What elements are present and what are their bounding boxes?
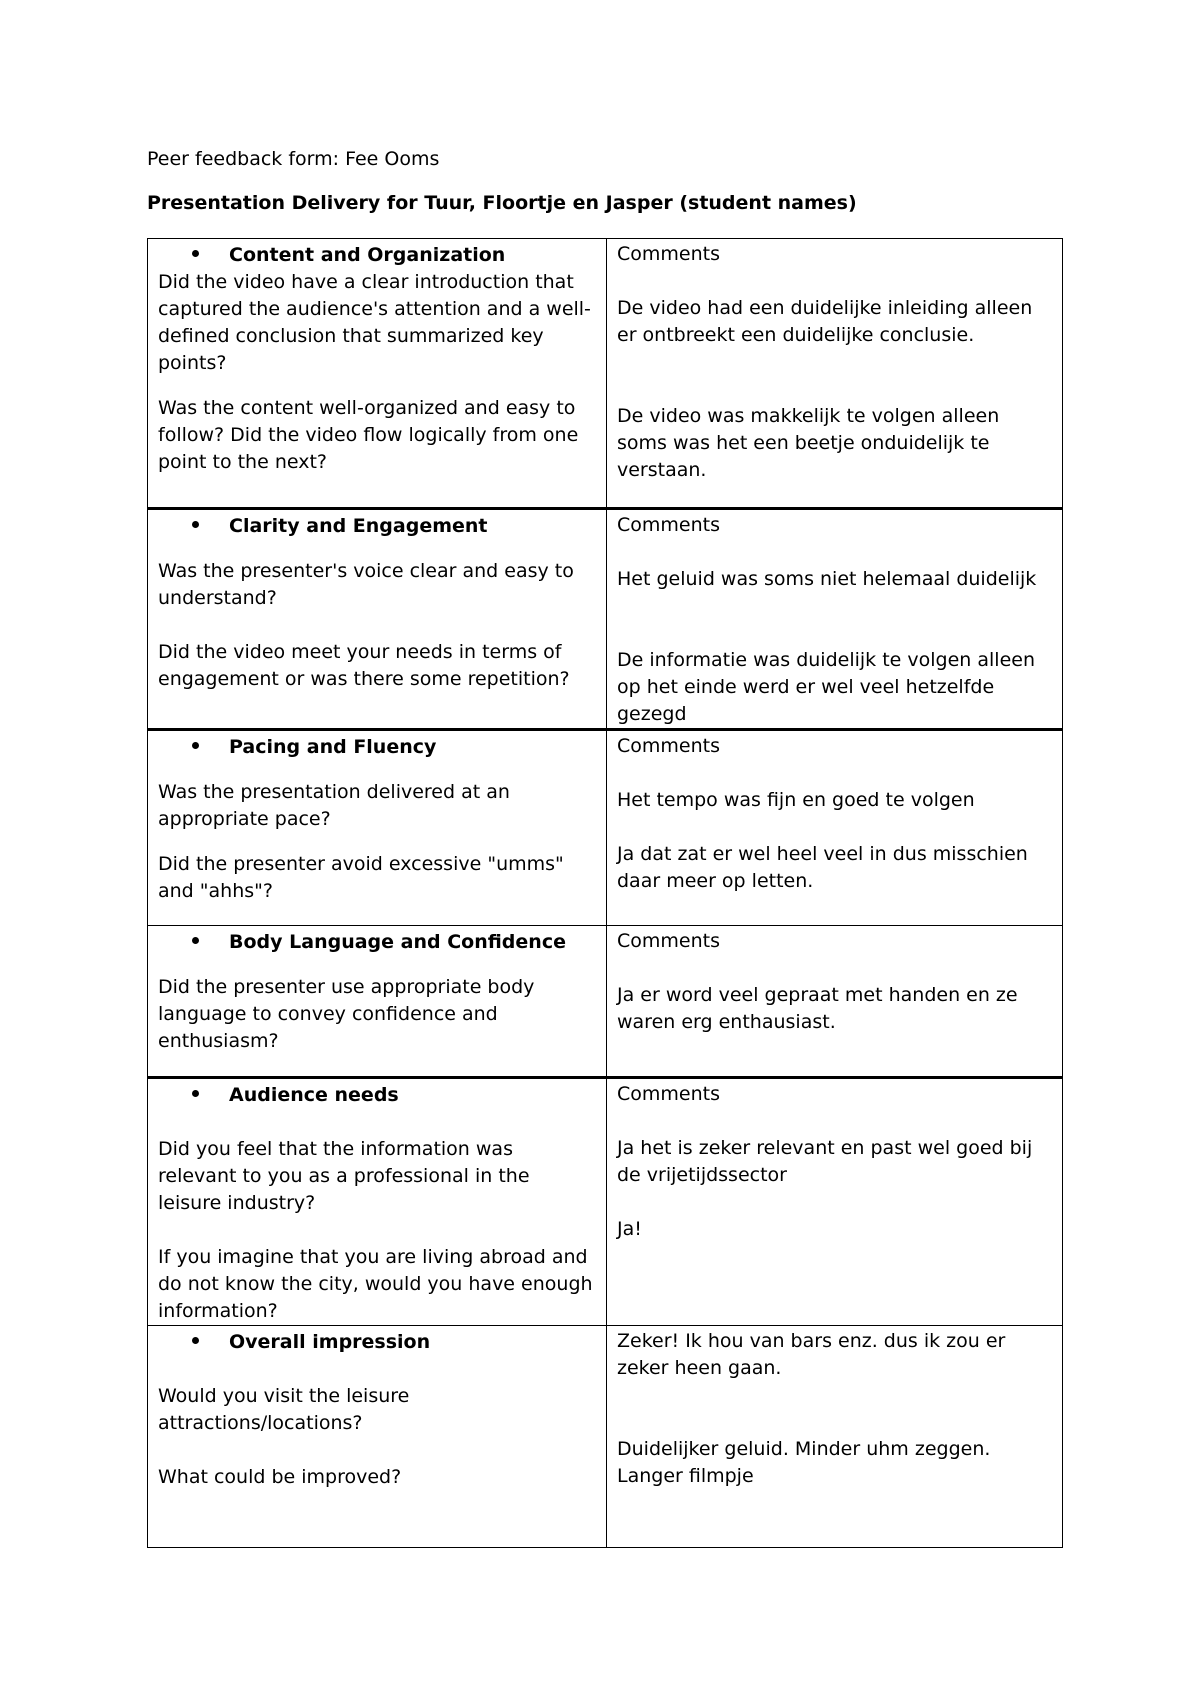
comment-text: Zeker! Ik hou van bars enz. dus ik zou er zeker heen gaan. bbox=[617, 1330, 1006, 1379]
bullet-icon bbox=[192, 521, 199, 528]
question-cell bbox=[148, 1078, 607, 1326]
question-text: Did the video have a clear introduction that captured the audience's attention and a well-defined conclusion that summarized key points? bbox=[158, 271, 591, 374]
comment-text: Ja er word veel gepraat met handen en ze waren erg enthausiast. bbox=[617, 984, 1018, 1033]
section-clarity-engagement bbox=[148, 509, 1063, 730]
question-text: If you imagine that you are living abroad and do not know the city, would you have enough information? bbox=[158, 1246, 593, 1322]
section-content-organization bbox=[148, 239, 1063, 509]
comments-cell bbox=[607, 1078, 1063, 1326]
bullet-icon bbox=[192, 1337, 199, 1344]
section-heading: Pacing and Fluency bbox=[229, 736, 437, 758]
comments-label: Comments bbox=[617, 1083, 720, 1105]
question-cell bbox=[148, 509, 607, 730]
question-cell bbox=[148, 239, 607, 509]
comment-text: Duidelijker geluid. Minder uhm zeggen. bbox=[617, 1438, 991, 1460]
section-heading: Content and Organization bbox=[229, 244, 506, 266]
section-heading: Body Language and Confidence bbox=[229, 931, 566, 953]
comment-text: Ja het is zeker relevant en past wel goed bij de vrijetijdssector bbox=[617, 1137, 1033, 1186]
comment-text: De informatie was duidelijk te volgen alleen op het einde werd er wel veel hetzelfde gezegd bbox=[617, 649, 1035, 725]
question-cell bbox=[148, 926, 607, 1078]
comments-label: Comments bbox=[617, 243, 720, 265]
comment-text: De video was makkelijk te volgen alleen soms was het een beetje onduidelijk te verstaan. bbox=[617, 405, 1000, 481]
bullet-icon bbox=[192, 1090, 199, 1097]
section-heading: Overall impression bbox=[229, 1331, 431, 1353]
question-text: Was the content well-organized and easy to follow? Did the video flow logically from one point to the next? bbox=[158, 397, 579, 473]
question-text: What could be improved? bbox=[158, 1466, 402, 1488]
comment-text: Ja! bbox=[617, 1218, 642, 1240]
section-heading: Audience needs bbox=[229, 1084, 399, 1106]
section-heading: Clarity and Engagement bbox=[229, 515, 488, 537]
question-cell bbox=[148, 730, 607, 926]
question-text: Was the presentation delivered at an appropriate pace? bbox=[158, 781, 510, 830]
comments-label: Comments bbox=[617, 930, 720, 952]
question-text: Did you feel that the information was relevant to you as a professional in the leisure industry? bbox=[158, 1138, 530, 1214]
question-text: Was the presenter's voice clear and easy to understand? bbox=[158, 560, 574, 609]
question-text: Would you visit the leisure attractions/locations? bbox=[158, 1385, 410, 1434]
question-text: Did the video meet your needs in terms of engagement or was there some repetition? bbox=[158, 641, 570, 690]
bullet-icon bbox=[192, 250, 199, 257]
section-body-language bbox=[148, 926, 1063, 1078]
feedback-table bbox=[147, 238, 1063, 1548]
question-text: Did the presenter use appropriate body language to convey confidence and enthusiasm? bbox=[158, 976, 535, 1052]
comment-text: Langer filmpje bbox=[617, 1465, 754, 1487]
question-text: Did the presenter avoid excessive "umms" and "ahhs"? bbox=[158, 853, 564, 902]
comments-cell bbox=[607, 239, 1063, 509]
comments-cell bbox=[607, 509, 1063, 730]
presentation-subtitle: Presentation Delivery for Tuur, Floortje en Jasper (student names) bbox=[147, 192, 857, 214]
comment-text: De video had een duidelijke inleiding alleen er ontbreekt een duidelijke conclusie. bbox=[617, 297, 1033, 346]
bullet-icon bbox=[192, 742, 199, 749]
comment-text: Ja dat zat er wel heel veel in dus misschien daar meer op letten. bbox=[617, 843, 1028, 892]
bullet-icon bbox=[192, 937, 199, 944]
comment-text: Het geluid was soms niet helemaal duidelijk bbox=[617, 568, 1037, 590]
comments-cell bbox=[607, 730, 1063, 926]
comments-label: Comments bbox=[617, 735, 720, 757]
comment-text: Het tempo was fijn en goed te volgen bbox=[617, 789, 975, 811]
comments-cell bbox=[607, 926, 1063, 1078]
question-cell bbox=[148, 1326, 607, 1548]
comments-label: Comments bbox=[617, 514, 720, 536]
section-audience-needs bbox=[148, 1078, 1063, 1326]
comments-cell bbox=[607, 1326, 1063, 1548]
section-pacing-fluency bbox=[148, 730, 1063, 926]
section-overall-impression bbox=[148, 1326, 1063, 1548]
form-title: Peer feedback form: Fee Ooms bbox=[147, 148, 440, 170]
